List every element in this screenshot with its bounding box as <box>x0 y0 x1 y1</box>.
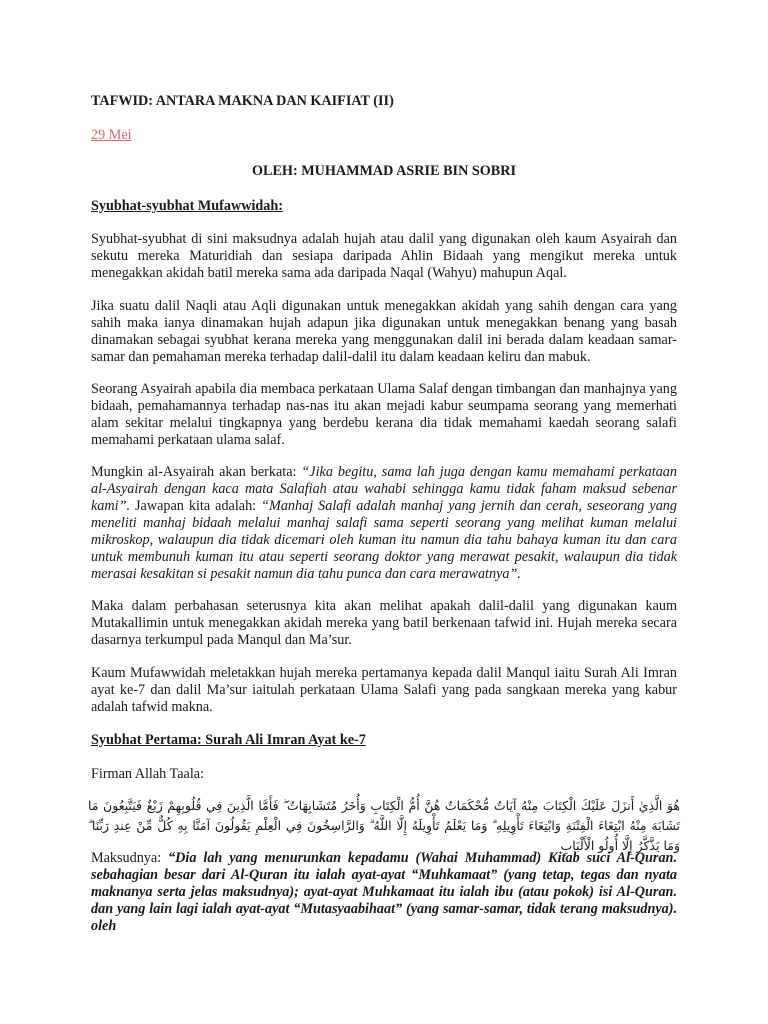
author-line: OLEH: MUHAMMAD ASRIE BIN SOBRI <box>251 163 517 179</box>
arabic-verse: هُوَ الَّذِيٰ أَنزَلَ عَلَيْكَ الْكِتَابَ مِنْهُ آيَاتٌ مُّحْكَمَاتٌ هُنَّ أُمُّ الْكِتَابِ وَأُخَرُ مُتَشَابِهَاتٌ ۖ فَأَمَّا الَّذِينَ فِي قُلُوبِهِمْ زَيْغٌ فَيَتَّبِعُونَ مَا تَشَابَهَ مِنْهُ ابْتِغَاءَ الْفِتْنَةِ وَابْتِغَاءَ تَأْوِيلِهِ ۗ وَمَا يَعْلَمُ تَأْوِيلَهُ إِلَّا اللَّهُ ۗ وَالرَّاسِخُونَ فِي الْعِلْمِ يَقُولُونَ آمَنَّا بِهِ كُلٌّ مِّنْ عِندِ رَبِّنَا ۗ وَمَا يَذَّكَّرُ إِلَّا أُولُو الْأَلْبَابِ <box>88 798 680 853</box>
firman-label: Firman Allah Taala: <box>91 766 205 782</box>
paragraph-6: Kaum Mufawwidah meletakkan hujah mereka pertamanya kepada dalil Manqul iaitu Surah Ali Imran ayat ke-7 dan dalil Ma’sur iaitulah perkataan Ulama Salafi yang pada sangkaan mereka yang kabur adalah tafwid makna. <box>91 665 677 715</box>
paragraph-maksudnya <box>91 850 677 935</box>
paragraph-4-lead-2: Jawapan kita adalah: <box>130 498 262 514</box>
paragraph-2: Jika suatu dalil Naqli atau Aqli digunakan untuk menegakkan akidah yang sahih dengan cara yang sahih maka ianya dinamakan hujah adapun jika digunakan untuk menegakkan benang yang basah dinamakan sebagai syubhat kerana mereka yang menggunakan dalil ini berada dalam keadaan samar-samar dan pemahaman mereka terhadap dalil-dalil itu dalam keadaan keliru dan mabuk. <box>91 298 677 365</box>
section-heading-syubhat: Syubhat-syubhat Mufawwidah: <box>91 198 283 214</box>
paragraph-3: Seorang Asyairah apabila dia membaca perkataan Ulama Salaf dengan timbangan dan manhajnya yang bidaah, pemahamannya terhadap nas-nas itu akan mejadi kabur seumpama seorang yang memerhati alam sekitar melalui tingkapnya yang berdebu kerana dia tidak memahami kaedah seorang salafi memahami perkataan ulama salaf. <box>91 381 677 448</box>
section-heading-surah: Syubhat Pertama: Surah Ali Imran Ayat ke-7 <box>91 732 366 748</box>
asyairah-quote: “Jika begitu, sama lah juga dengan kamu memahami perkataan al-Asyairah dengan kaca mata Salafiah atau wahabi sehingga kamu tidak faham maksud sebenar kami”. <box>91 464 677 514</box>
salafi-answer-quote: “Manhaj Salafi adalah manhaj yang jernih dan cerah, seseorang yang meneliti manhaj bidaah melalui manhaj salafi sama seperti seorang yang melihat kuman melalui mikroskop, walaupun dia tidak dicemari oleh kuman itu namun dia tahu bahaya kuman itu dan cara untuk membunuh kuman itu atau seperti seorang doktor yang merawat pesakit, walaupun dia tidak merasai kesakitan si pesakit namun dia tahu punca dan cara merawatnya”. <box>91 498 677 582</box>
paragraph-4-lead: Mungkin al-Asyairah akan berkata: <box>91 464 302 480</box>
post-date-link[interactable]: 29 Mei <box>91 127 132 143</box>
paragraph-1: Syubhat-syubhat di sini maksudnya adalah hujah atau dalil yang digunakan oleh kaum Asyairah dan sekutu mereka Maturidiah dan sesiapa daripada Ahlin Bidaah yang mengikut mereka untuk menegakkan akidah batil mereka sama ada daripada Naqal (Wahyu) mahupun Aqal. <box>91 231 677 281</box>
document-title: TAFWID: ANTARA MAKNA DAN KAIFIAT (II) <box>91 93 394 109</box>
maksudnya-label: Maksudnya: <box>91 850 169 866</box>
translation-quote: “Dia lah yang menurunkan kepadamu (Wahai Muhammad) Kitab suci Al-Quran. sebahagian besar dari Al-Quran itu ialah ayat-ayat “Muhkamaat” (yang tetap, tegas dan nyata maknanya serta jelas maksudnya); ayat-ayat Muhkamaat itu ialah ibu (atau pokok) isi Al-Quran. dan yang lain lagi ialah ayat-ayat “Mutasyaabihaat” (yang samar-samar, tidak terang maksudnya). oleh <box>91 850 677 934</box>
paragraph-5: Maka dalam perbahasan seterusnya kita akan melihat apakah dalil-dalil yang digunakan kaum Mutakallimin untuk menegakkan akidah mereka yang batil berkenaan tafwid ini. Hujah mereka secara dasarnya terkumpul pada Manqul dan Ma’sur. <box>91 598 677 648</box>
paragraph-4 <box>91 464 677 583</box>
